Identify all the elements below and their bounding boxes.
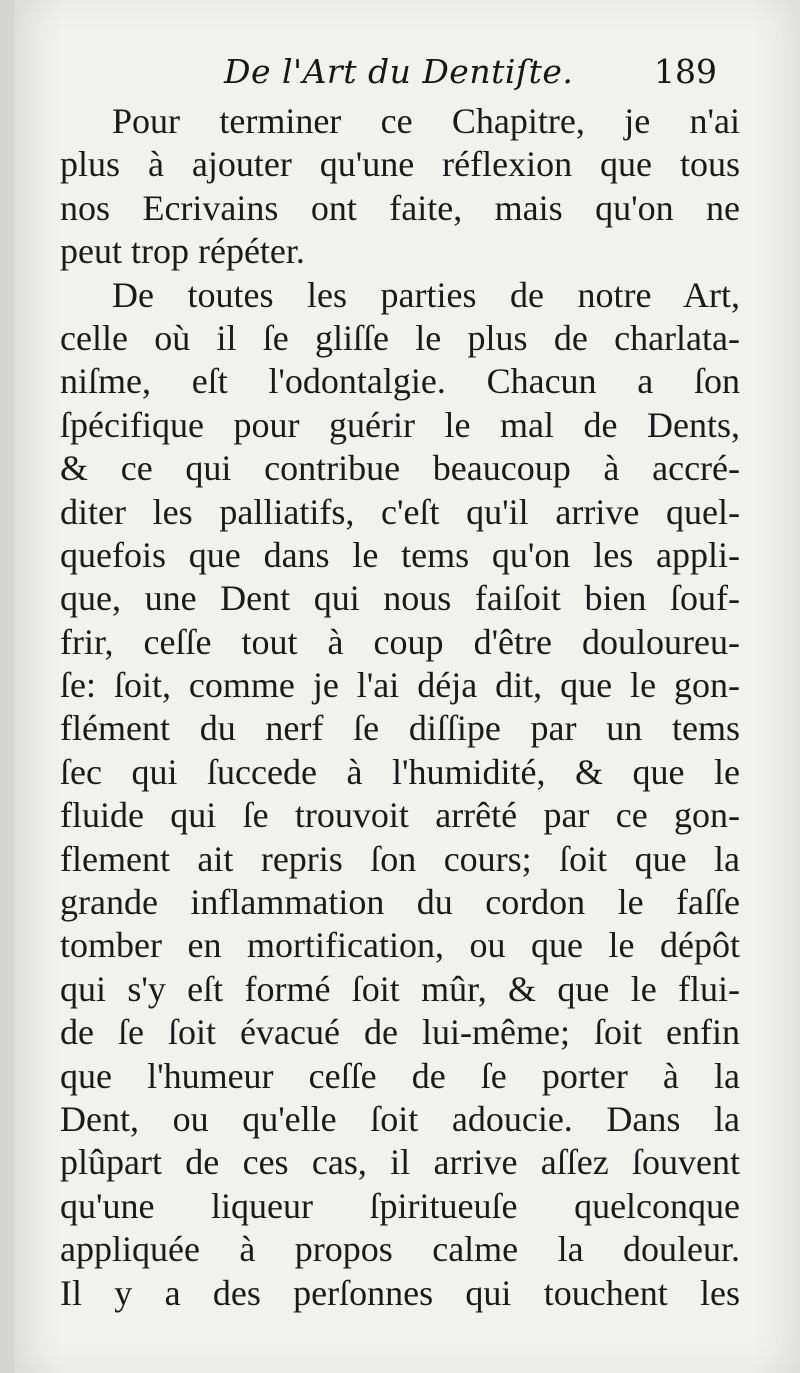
text-line: frir, ceſſe tout à coup d'être douloureu-	[60, 621, 740, 662]
text-line: ſpécifique pour guérir le mal de Dents,	[60, 404, 740, 445]
running-title: De l'Art du Dentiſte.	[224, 52, 574, 91]
text-line: de ſe ſoit évacué de lui-même; ſoit enfin	[60, 1012, 740, 1053]
text-line: celle où il ſe gliſſe le plus de charlata-	[60, 317, 740, 358]
text-line: nos Ecrivains ont faite, mais qu'on ne	[60, 187, 740, 228]
text-line: quefois que dans le tems qu'on les appli-	[60, 534, 740, 575]
text-line: Pour terminer ce Chapitre, je n'ai	[112, 101, 740, 141]
text-line: tomber en mortification, ou que le dépôt	[60, 925, 740, 966]
text-line: ſe: ſoit, comme je l'ai déja dit, que le gon-	[60, 665, 740, 706]
text-line: que l'humeur ceſſe de ſe porter à la	[60, 1055, 740, 1096]
body-text	[60, 100, 740, 1315]
text-line: niſme, eſt l'odontalgie. Chacun a ſon	[60, 361, 740, 402]
text-line: flément du nerf ſe diſſipe par un tems	[60, 708, 740, 749]
text-line: plus à ajouter qu'une réflexion que tous	[60, 144, 740, 185]
text-line: plûpart de ces cas, il arrive aſſez ſouvent	[60, 1142, 740, 1183]
text-line: qui s'y eſt formé ſoit mûr, & que le flui-	[60, 968, 740, 1009]
text-line: appliquée à propos calme la douleur.	[60, 1229, 740, 1270]
page-number: 189	[654, 52, 717, 91]
text-line: Dent, ou qu'elle ſoit adoucie. Dans la	[60, 1098, 740, 1139]
text-line: Il y a des perſonnes qui touchent les	[60, 1272, 740, 1313]
text-line: que, une Dent qui nous faiſoit bien ſouf-	[60, 578, 740, 619]
text-line: peut trop répéter.	[60, 231, 305, 272]
text-line: De toutes les parties de notre Art,	[112, 274, 740, 315]
text-line: grande inflammation du cordon le faſſe	[60, 882, 740, 923]
text-line: & ce qui contribue beaucoup à accré-	[60, 448, 740, 489]
text-line: qu'une liqueur ſpiritueuſe quelconque	[60, 1185, 740, 1226]
text-line: ſec qui ſuccede à l'humidité, & que le	[60, 751, 740, 792]
text-line: flement ait repris ſon cours; ſoit que la	[60, 838, 740, 879]
text-line: diter les palliatifs, c'eſt qu'il arrive quel-	[60, 491, 740, 532]
book-page	[14, 0, 800, 1373]
text-line: fluide qui ſe trouvoit arrêté par ce gon-	[60, 795, 740, 836]
